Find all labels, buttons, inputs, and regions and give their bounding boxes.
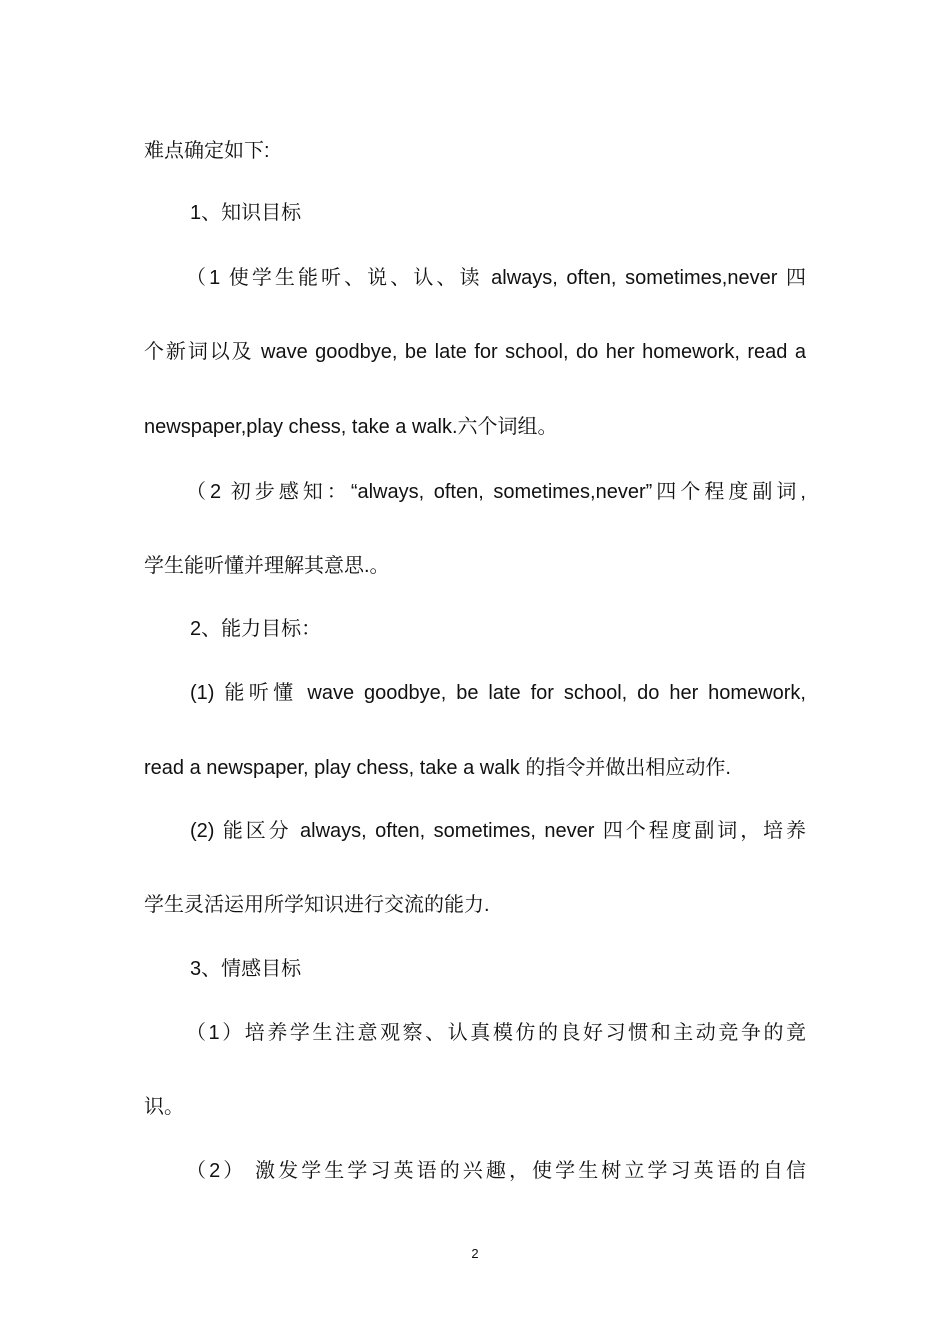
heading-emotional-goals: 3、情感目标 <box>190 958 302 980</box>
ability-goal-2-line-2: 学生灵活运用所学知识进行交流的能力. <box>144 894 490 916</box>
knowledge-goal-1-line-1: （1 使学生能听、说、认、读 always, often, sometimes,never 四 <box>186 267 806 289</box>
knowledge-goal-2-line-1: （2 初步感知：“always, often, sometimes,never”四个程度副词, <box>186 481 806 503</box>
knowledge-goal-1-line-3: newspaper,play chess, take a walk.六个词组。 <box>144 416 558 438</box>
emotional-goal-1-line-1: （1）培养学生注意观察、认真模仿的良好习惯和主动竞争的竟 <box>186 1022 806 1044</box>
knowledge-goal-2-line-2: 学生能听懂并理解其意思.。 <box>144 555 390 577</box>
page-number: 2 <box>471 1246 479 1261</box>
ability-goal-1-line-2: read a newspaper, play chess, take a walk 的指令并做出相应动作. <box>144 757 731 779</box>
emotional-goal-1-line-2: 识。 <box>144 1096 184 1118</box>
ability-goal-1-line-1: (1) 能听懂 wave goodbye, be late for school, do her homework, <box>190 682 806 704</box>
heading-ability-goals: 2、能力目标： <box>190 618 322 640</box>
emotional-goal-2-line-1: （2） 激发学生学习英语的兴趣，使学生树立学习英语的自信 <box>186 1160 806 1182</box>
knowledge-goal-1-line-2: 个新词以及 wave goodbye, be late for school, do her homework, read a <box>144 341 806 363</box>
heading-knowledge-goals: 1、知识目标 <box>190 202 302 224</box>
ability-goal-2-line-1: (2) 能区分 always, often, sometimes, never 四个程度副词，培养 <box>190 820 806 842</box>
paragraph-intro-line: 难点确定如下: <box>144 140 270 162</box>
